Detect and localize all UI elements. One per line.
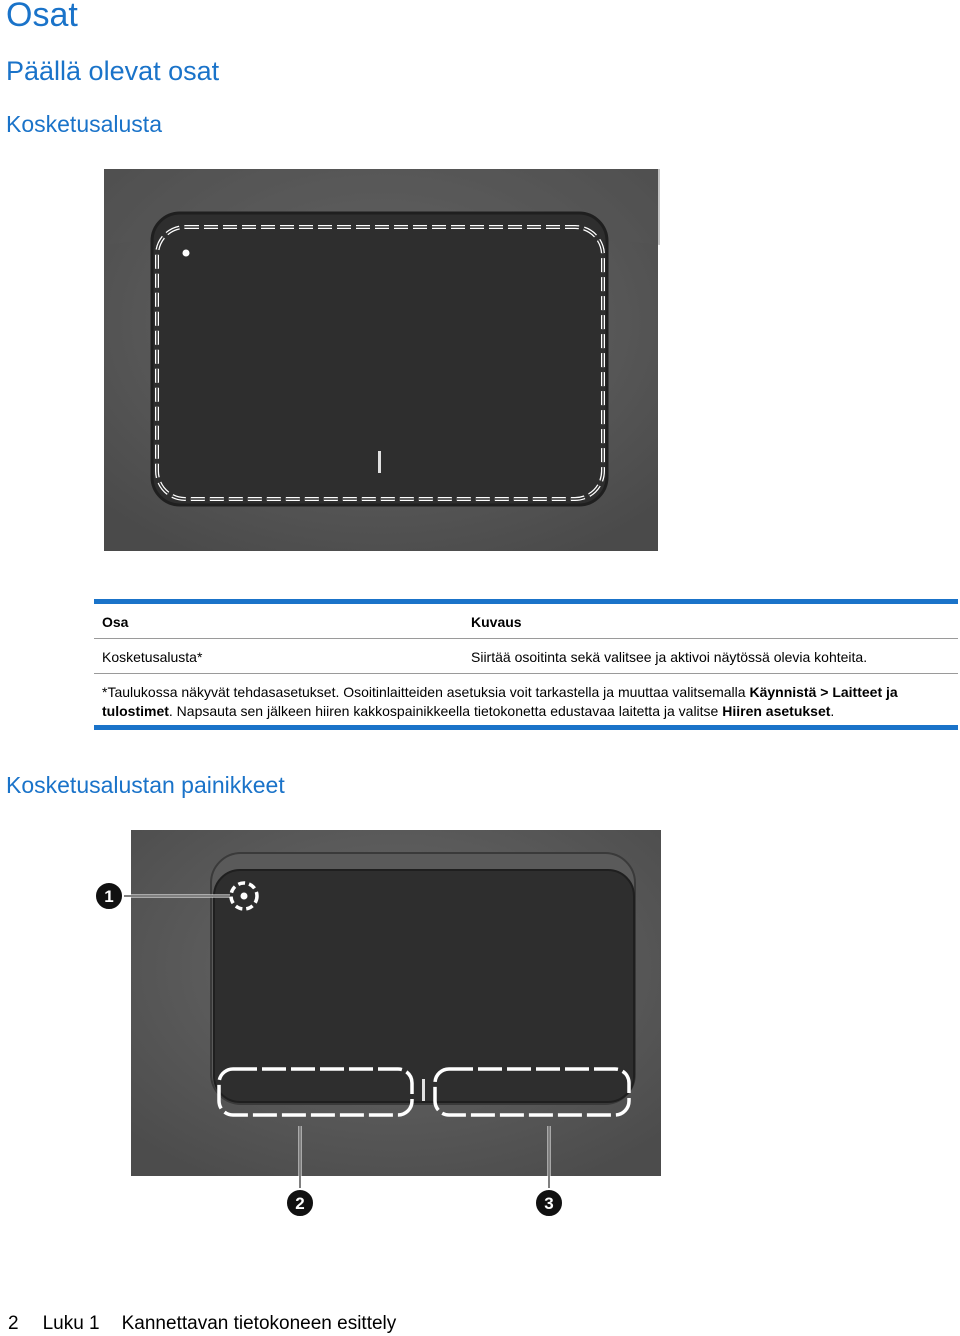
callout-1-label: 1 [104, 887, 114, 906]
footer-chapter-title: Kannettavan tietokoneen esittely [121, 1313, 397, 1334]
touchpad-indicator-light [183, 250, 190, 257]
callout-1 [95, 882, 123, 910]
touchpad-center-line [422, 1079, 425, 1101]
table-row [94, 639, 958, 673]
footnote-bold-mouse-settings: Hiiren asetukset [722, 703, 831, 719]
touchpad-illustration [100, 165, 662, 555]
table-header-part: Osa [102, 614, 129, 630]
subsection-buttons-title: Kosketusalustan painikkeet [6, 772, 285, 798]
footnote-text: . Napsauta sen jälkeen hiiren kakkospainikkeella tietokonetta edustavaa laitetta ja valitse [168, 703, 723, 719]
touchpad-surface [214, 870, 634, 1102]
table-footnote [94, 674, 958, 725]
touchpad-indicator-light [241, 893, 248, 900]
table-cell-description: Siirtää osoitinta sekä valitsee ja aktivoi näytössä olevia kohteita. [471, 649, 868, 665]
chapter-title: Osat [6, 0, 78, 34]
table-header-row [94, 604, 958, 638]
callout-3-label: 3 [544, 1194, 554, 1213]
callout-3 [535, 1189, 563, 1217]
footnote-bold-path: Käynnistä > Laitteet ja tulostimet [102, 684, 898, 719]
footer-chapter: Luku 1 [42, 1313, 100, 1334]
footer-page-number: 2 [8, 1313, 19, 1334]
table-cell-part: Kosketusalusta* [102, 649, 203, 665]
table-header-description: Kuvaus [471, 614, 522, 630]
page-footer [8, 1313, 396, 1335]
touchpad-center-line [378, 451, 381, 473]
footnote-text: *Taulukossa näkyvät tehdasasetukset. Osoitinlaitteiden asetuksia voit tarkastella ja muuttaa valitsemalla [102, 684, 750, 700]
components-table [94, 599, 958, 730]
footnote-text: . [830, 703, 835, 719]
touchpad-buttons-illustration [93, 826, 668, 1226]
callout-2 [286, 1189, 314, 1217]
callout-2-label: 2 [295, 1194, 305, 1213]
section-title: Päällä olevat osat [6, 56, 220, 86]
subsection-touchpad-title: Kosketusalusta [6, 111, 162, 137]
